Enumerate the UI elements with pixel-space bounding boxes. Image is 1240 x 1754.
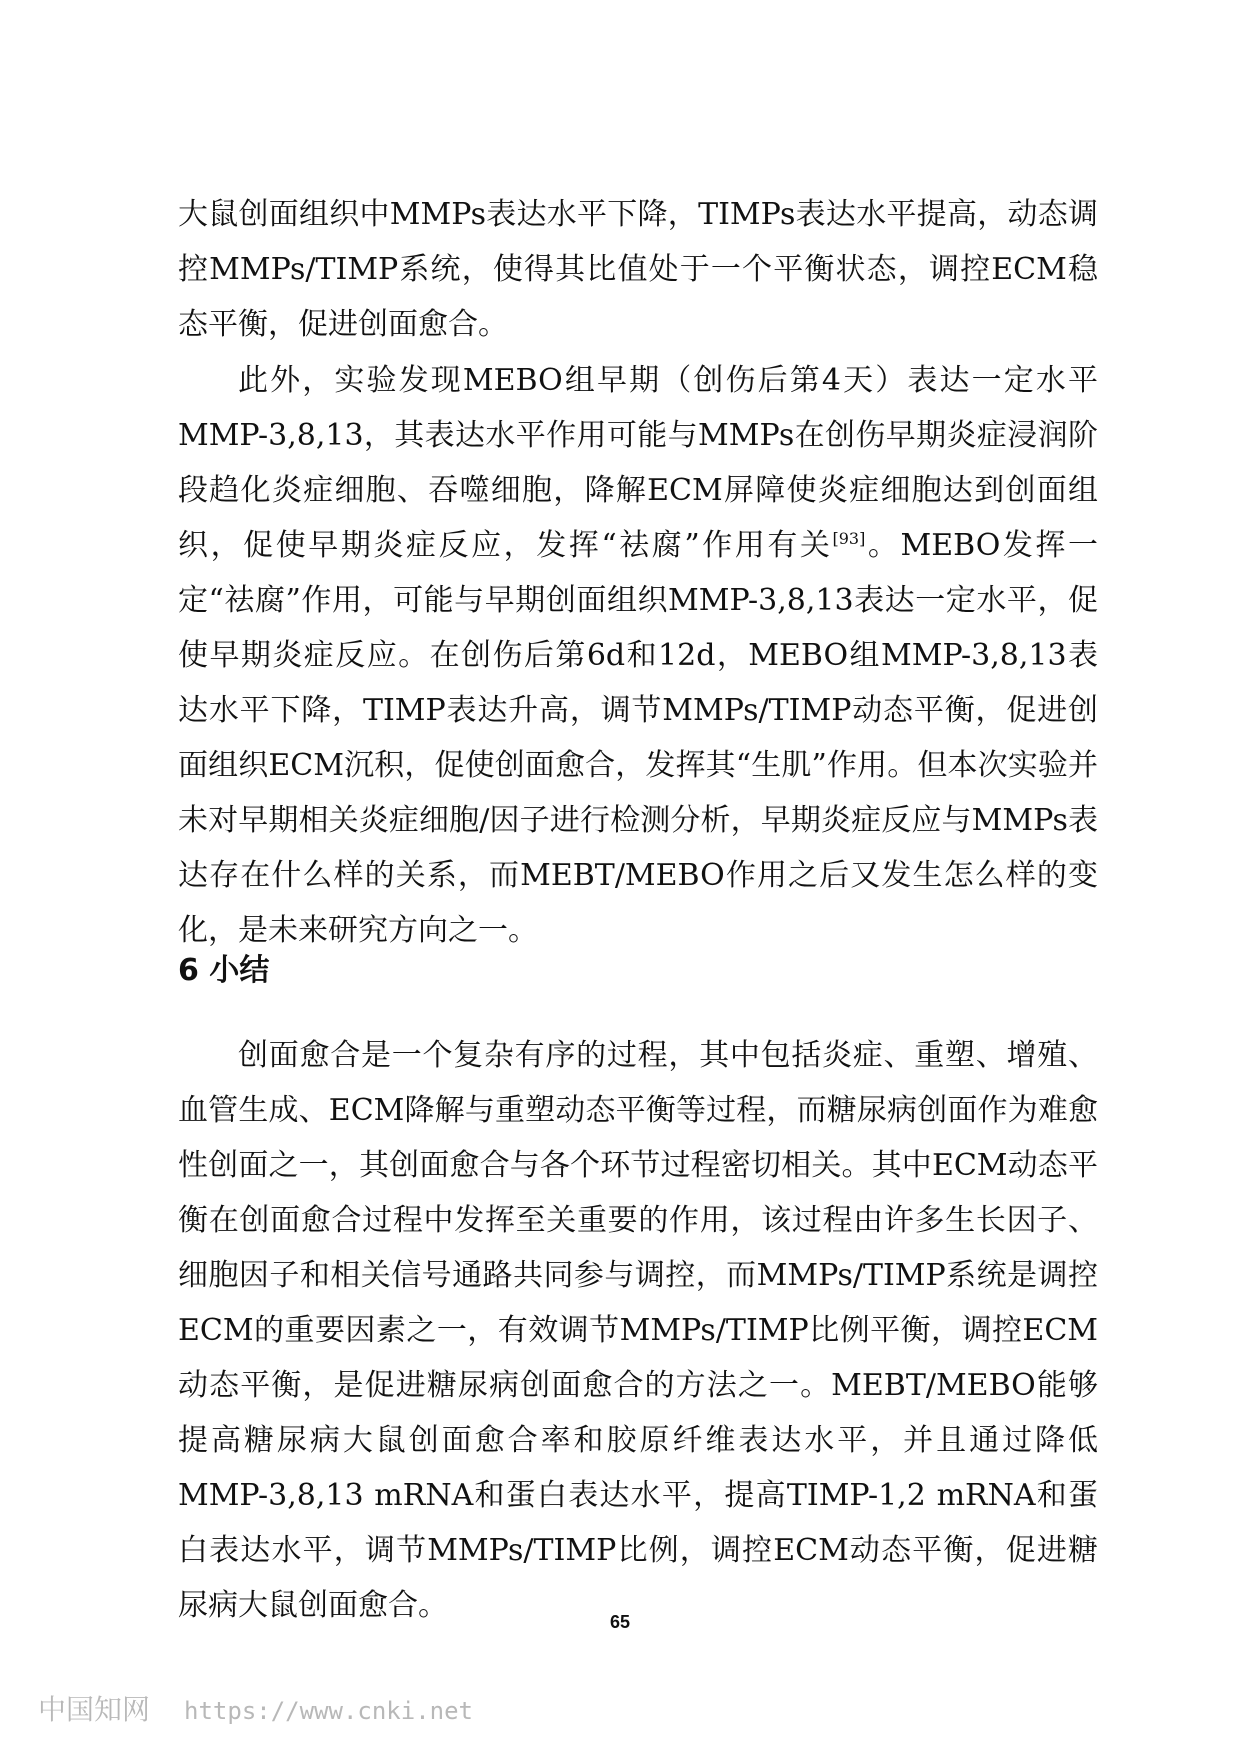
watermark-url: https://www.cnki.net [184,1697,473,1725]
paragraph-2 [178,353,1098,958]
watermark [38,1688,473,1728]
paragraph-1 [178,187,1098,352]
paragraph-2-text-after: 。MEBO发挥一定“祛腐”作用，可能与早期创面组织MMP-3,8,13表达一定水平，促使早期炎症反应。在创伤后第6d和12d，MEBO组MMP-3,8,13表达水平下降，TIMP表达升高，调节MMPs/TIMP动态平衡，促进创面组织ECM沉积，促使创面愈合，发挥其“生肌”作用。但本次实验并未对早期相关炎症细胞/因子进行检测分析，早期炎症反应与MMPs表达存在什么样的关系，而MEBT/MEBO作用之后又发生怎么样的变化，是未来研究方向之一。 [178,528,1098,948]
summary-paragraph-text: 创面愈合是一个复杂有序的过程，其中包括炎症、重塑、增殖、血管生成、ECM降解与重塑动态平衡等过程，而糖尿病创面作为难愈性创面之一，其创面愈合与各个环节过程密切相关。其中ECM动态平衡在创面愈合过程中发挥至关重要的作用，该过程由许多生长因子、细胞因子和相关信号通路共同参与调控，而MMPs/TIMP系统是调控ECM的重要因素之一，有效调节MMPs/TIMP比例平衡，调控ECM动态平衡，是促进糖尿病创面愈合的方法之一。MEBT/MEBO能够提高糖尿病大鼠创面愈合率和胶原纤维表达水平，并且通过降低MMP-3,8,13 mRNA和蛋白表达水平，提高TIMP-1,2 mRNA和蛋白表达水平，调节MMPs/TIMP比例，调控ECM动态平衡，促进糖尿病大鼠创面愈合。 [178,1038,1098,1623]
citation-marker: [93] [832,529,866,548]
paragraph-2-text-before: 此外，实验发现MEBO组早期（创伤后第4天）表达一定水平MMP-3,8,13，其表达水平作用可能与MMPs在创伤早期炎症浸润阶段趋化炎症细胞、吞噬细胞，降解ECM屏障使炎症细胞达到创面组织，促使早期炎症反应，发挥“祛腐”作用有关 [178,363,1098,563]
paragraph-1-text: 大鼠创面组织中MMPs表达水平下降，TIMPs表达水平提高，动态调控MMPs/TIMP系统，使得其比值处于一个平衡状态，调控ECM稳态平衡，促进创面愈合。 [178,197,1098,342]
summary-paragraph [178,1028,1098,1633]
page-number: 65 [609,1612,631,1632]
section-heading: 6 小结 [178,953,270,988]
watermark-brand: 中国知网 [38,1693,151,1726]
